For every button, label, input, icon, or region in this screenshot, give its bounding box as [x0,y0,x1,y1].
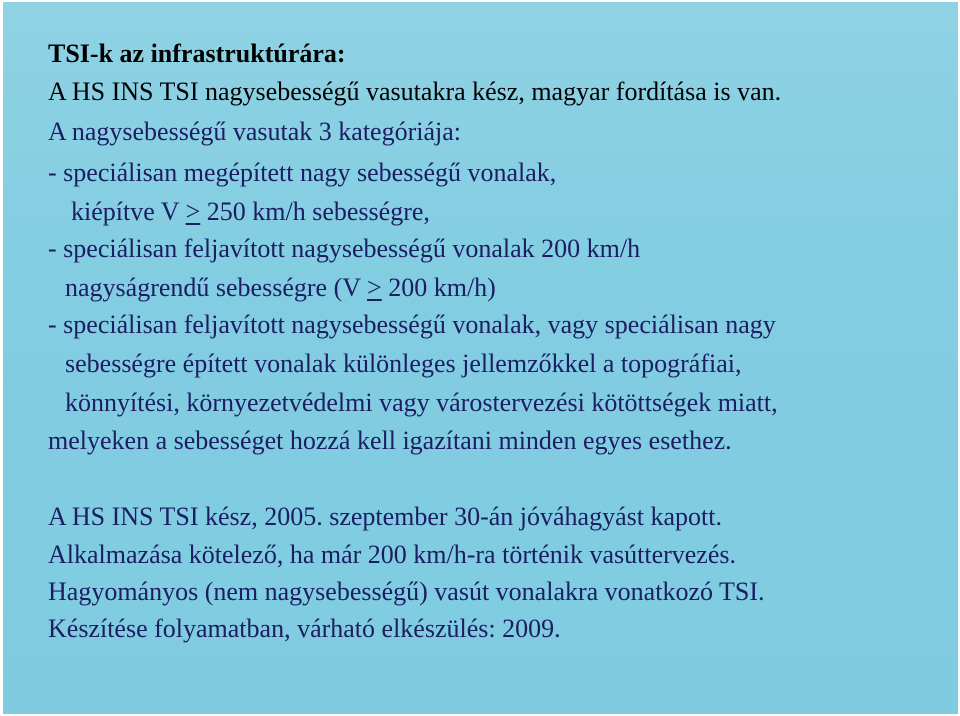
speed-value-2: 200 km/h) [388,273,496,302]
slide-background [3,2,958,714]
text-line-category-3-cont-2: könnyítési, környezetvédelmi vagy várostervezési kötöttségek miatt, [65,388,778,417]
text-line-in-progress: Készítése folyamatban, várható elkészülés: 2009. [48,614,561,643]
gte-symbol: > [185,197,201,226]
text-line-category-3-cont-1: sebességre épített vonalak különleges jellemzőkkel a topográfiai, [65,349,742,378]
speed-prefix: kiépítve V [71,197,186,226]
gte-symbol-2: > [367,273,382,302]
text-line-category-3: - speciálisan feljavított nagysebességű vonalak, vagy speciálisan nagy [48,310,776,339]
text-line-conventional: Hagyományos (nem nagysebességű) vasút vonalakra vonatkozó TSI. [48,577,765,606]
text-line-approved: A HS INS TSI kész, 2005. szeptember 30-án jóváhagyást kapott. [48,502,722,531]
text-line-category-2-speed [65,272,496,304]
text-line-hs-ins-tsi: A HS INS TSI nagysebességű vasutakra kész, magyar fordítása is van. [48,77,782,106]
text-line-category-3-cont-3: melyeken a sebességet hozzá kell igazítani minden egyes esethez. [48,426,732,455]
text-line-category-1: - speciálisan megépített nagy sebességű vonalak, [48,158,557,187]
text-line-category-1-speed [71,196,430,228]
speed-prefix-2: nagyságrendű sebességre (V [65,273,368,302]
text-line-category-2: - speciálisan feljavított nagysebességű vonalak 200 km/h [48,234,641,263]
speed-value: 250 km/h sebességre, [206,197,430,226]
text-line-mandatory: Alkalmazása kötelező, ha már 200 km/h-ra történik vasúttervezés. [48,540,737,569]
slide-title: TSI-k az infrastruktúrára: [48,39,346,68]
text-line-categories: A nagysebességű vasutak 3 kategóriája: [48,117,461,146]
